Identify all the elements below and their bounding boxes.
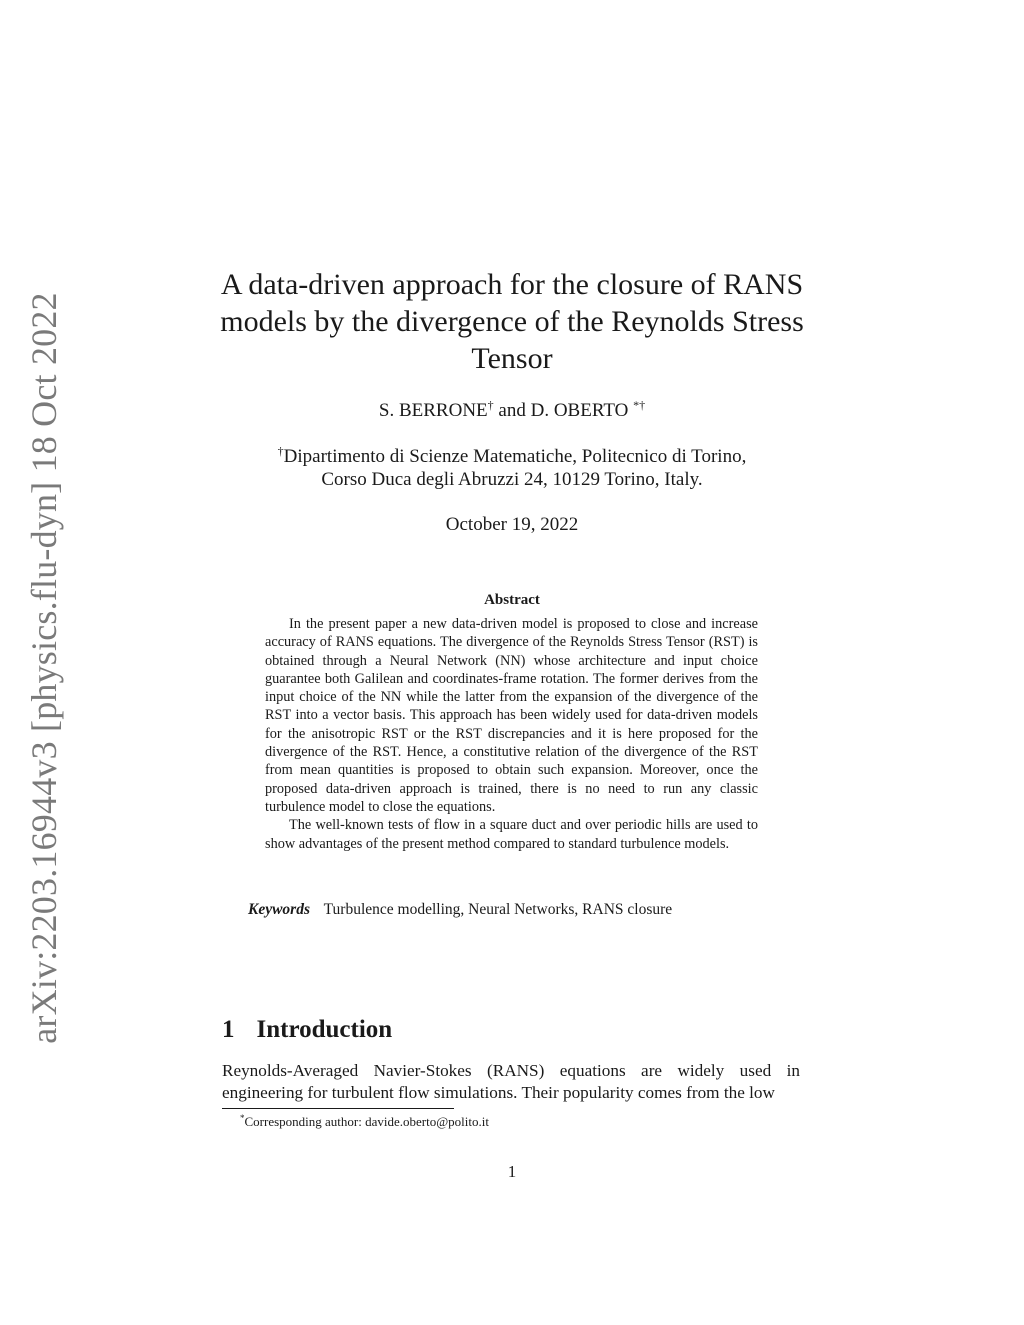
abstract-paragraph-2: The well-known tests of flow in a square duct and over periodic hills are used to show advantages of the present method compared to standard turbulence models. (265, 817, 758, 852)
abstract-heading: Abstract (484, 592, 540, 608)
keywords-text: Turbulence modelling, Neural Networks, RANS closure (323, 901, 673, 918)
section-heading-introduction (222, 1016, 392, 1044)
author-berrone-mark: † (487, 398, 494, 412)
keywords (248, 901, 788, 919)
title-line-3: Tensor (471, 342, 553, 375)
author-oberto-mark: *† (633, 398, 646, 412)
affiliation-line-1: Dipartimento di Scienze Matematiche, Politecnico di Torino, (283, 446, 747, 467)
author-oberto: D. OBERTO (530, 400, 629, 421)
affiliation-mark: † (277, 444, 284, 458)
author-berrone: S. BERRONE (378, 400, 488, 421)
footnote-text: Corresponding author: davide.oberto@polito.it (244, 1114, 489, 1129)
section-number: 1 (222, 1016, 235, 1043)
abstract-body (265, 615, 758, 853)
page-number: 1 (507, 1162, 517, 1181)
introduction-paragraph: Reynolds-Averaged Navier-Stokes (RANS) equations are widely used in engineering for turbulent flow simulations. Their popularity comes from the low (222, 1061, 800, 1102)
paper-title (200, 266, 824, 377)
footnote (240, 1113, 489, 1130)
title-line-2: models by the divergence of the Reynolds Stress (220, 305, 804, 338)
arxiv-identifier: arXiv:2203.16944v3 [physics.flu-dyn] 18 Oct 2022 (24, 292, 64, 1044)
affiliation-line-2: Corso Duca degli Abruzzi 24, 10129 Torino, Italy. (321, 469, 703, 490)
author-joiner: and (493, 400, 531, 421)
abstract-paragraph-1: In the present paper a new data-driven model is proposed to close and increase accuracy of RANS equations. The divergence of the Reynolds Stress Tensor (RST) is obtained through a Neural Network (NN) whose architecture and input choice guarantee both Galilean and coordinates-frame rotation. The former derives from the input choice of the NN while the latter from the expansion of the divergence of the RST into a vector basis. This approach has been widely used for data-driven models for the anisotropic RST or the RST discrepancies and it is here proposed for the divergence of the RST. Hence, a constitutive relation of the divergence of the RST from mean quantities is proposed to obtain such expansion. Moreover, once the proposed data-driven approach is trained, there is no need to run any classic turbulence model to close the equations. (265, 616, 758, 815)
title-line-1: A data-driven approach for the closure of RANS (220, 268, 804, 301)
keywords-label: Keywords (248, 901, 310, 918)
paper-date: October 19, 2022 (445, 514, 579, 535)
footnote-mark: * (240, 1113, 245, 1123)
affiliation (200, 440, 824, 491)
footnote-rule (222, 1108, 454, 1109)
author-list (200, 398, 824, 422)
section-title: Introduction (256, 1016, 393, 1043)
